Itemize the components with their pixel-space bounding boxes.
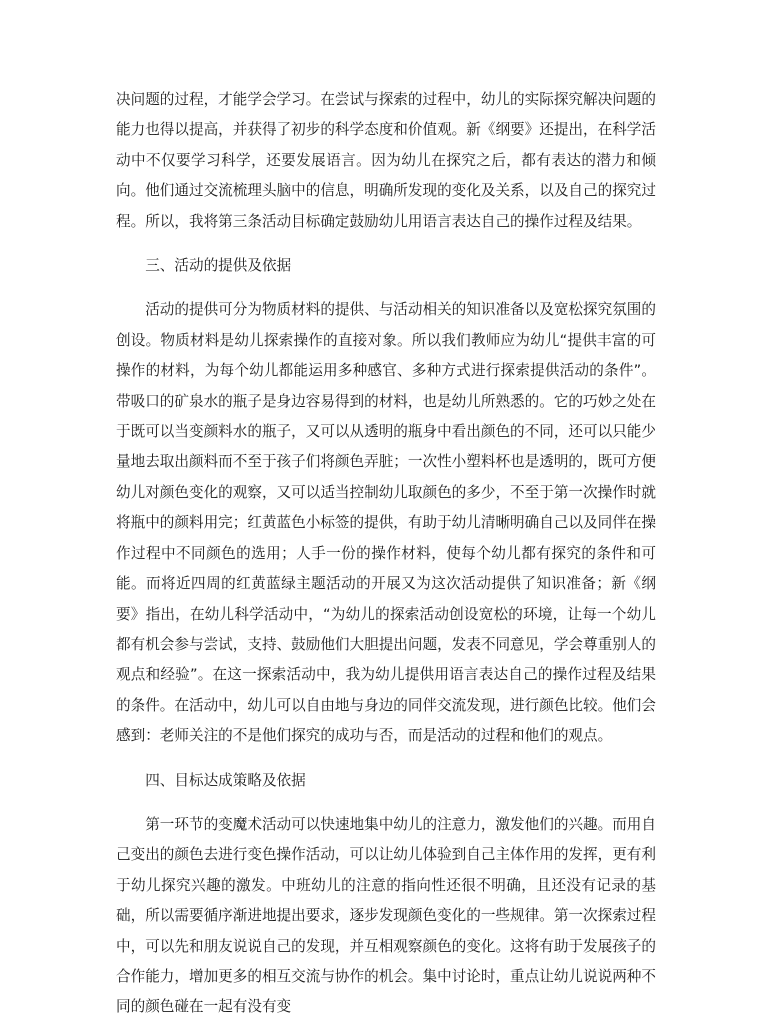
paragraph-strategies: 第一环节的变魔术活动可以快速地集中幼儿的注意力，激发他们的兴趣。而用自己变出的颜色去进行变色操作活动，可以让幼儿体验到自己主体作用的发挥，更有利于幼儿探究兴趣的激发。中班幼儿的注意的指向性还很不明确，且还没有记录的基础，所以需要循序渐进地提出要求，逐步发现颜色变化的一些规律。第一次探索过程中，可以先和朋友说说自己的发现，并互相观察颜色的变化。这将有助于发展孩子的合作能力，增加更多的相互交流与协作的机会。集中讨论时，重点让幼儿说说两种不同的颜色碰在一起有没有变 [116, 815, 656, 1016]
spacer [116, 237, 656, 251]
paragraph-goal-3-rationale: 决问题的过程，才能学会学习。在尝试与探索的过程中，幼儿的实际探究解决问题的能力也得以提高，并获得了初步的科学态度和价值观。新《纲要》还提出，在科学活动中不仅要学习科学，还要发展语言。因为幼儿在探究之后，都有表达的潜力和倾向。他们通过交流梳理头脑中的信息，明确所发现的变化及关系，以及自己的探究过程。所以，我将第三条活动目标确定鼓励幼儿用语言表达自己的操作过程及结果。 [116, 91, 656, 230]
section-heading-3: 三、活动的提供及依据 [145, 257, 292, 275]
section-heading-4: 四、目标达成策略及依据 [145, 771, 306, 789]
spacer [116, 752, 656, 766]
spacer [116, 796, 656, 810]
document-page [116, 85, 656, 1023]
spacer [116, 281, 656, 295]
paragraph-activity-provision: 活动的提供可分为物质材料的提供、与活动相关的知识准备以及宽松探究氛围的创设。物质材料是幼儿探索操作的直接对象。所以我们教师应为幼儿“提供丰富的可操作的材料，为每个幼儿都能运用多种感官、多种方式进行探索提供活动的条件”。带吸口的矿泉水的瓶子是身边容易得到的材料，也是幼儿所熟悉的。它的巧妙之处在于既可以当变颜料水的瓶子，又可以从透明的瓶身中看出颜色的不同，还可以只能少量地去取出颜料而不至于孩子们将颜色弄脏；一次性小塑料杯也是透明的，既可方便幼儿对颜色变化的观察，又可以适当控制幼儿取颜色的多少，不至于第一次操作时就将瓶中的颜料用完；红黄蓝色小标签的提供，有助于幼儿清晰明确自己以及同伴在操作过程中不同颜色的选用；人手一份的操作材料，使每个幼儿都有探究的条件和可能。而将近四周的红黄蓝绿主题活动的开展又为这次活动提供了知识准备；新《纲要》指出，在幼儿科学活动中，“为幼儿的探索活动创设宽松的环境，让每一个幼儿都有机会参与尝试，支持、鼓励他们大胆提出问题，发表不同意见，学会尊重别人的观点和经验”。在这一探索活动中，我为幼儿提供用语言表达自己的操作过程及结果的条件。在活动中，幼儿可以自由地与身边的同伴交流发现，进行颜色比较。他们会感到：老师关注的不是他们探究的成功与否，而是活动的过程和他们的观点。 [116, 301, 656, 745]
